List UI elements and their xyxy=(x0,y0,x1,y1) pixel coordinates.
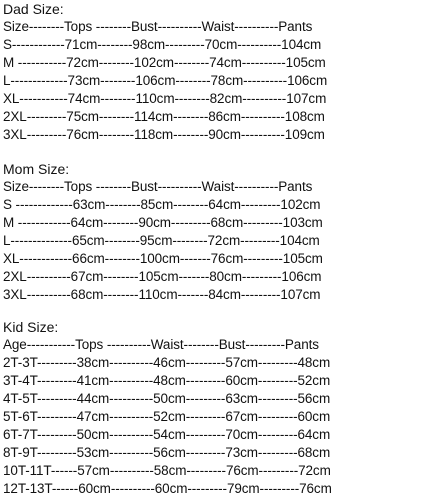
dad-size-row: 3XL---------76cm--------118cm--------90cm----------109cm xyxy=(3,127,325,142)
kid-size-row: 4T-5T---------44cm----------50cm---------63cm---------56cm xyxy=(3,391,331,406)
kid-size-row: 2T-3T---------38cm----------46cm---------57cm---------48cm xyxy=(3,355,331,370)
mom-size-row: S -------------63cm--------85cm--------64cm---------102cm xyxy=(3,197,321,212)
dad-size-row: L-------------73cm--------106cm--------78cm----------106cm xyxy=(3,73,328,88)
mom-size-row: L--------------65cm--------95cm--------72cm---------104cm xyxy=(3,233,320,248)
kid-size-row: 12T-13T------60cm----------60cm---------79cm---------76cm xyxy=(3,481,332,496)
dad-size-row: M -----------72cm--------102cm--------74cm----------105cm xyxy=(3,55,326,70)
kid-size-row: 5T-6T---------47cm----------52cm---------67cm---------60cm xyxy=(3,409,331,424)
mom-size-row: M ------------64cm--------90cm---------68cm---------103cm xyxy=(3,215,323,230)
dad-size-header-row: Size--------Tops --------Bust----------Waist----------Pants xyxy=(3,19,313,34)
dad-size-title: Dad Size: xyxy=(3,1,64,17)
kid-size-row: 3T-4T---------41cm----------48cm---------60cm---------52cm xyxy=(3,373,331,388)
dad-size-row: XL-----------74cm--------110cm--------82cm----------107cm xyxy=(3,91,327,106)
mom-size-title: Mom Size: xyxy=(3,161,70,177)
mom-size-header-row: Size--------Tops --------Bust----------Waist----------Pants xyxy=(3,179,313,194)
kid-size-row: 8T-9T---------53cm----------56cm---------73cm---------68cm xyxy=(3,445,331,460)
dad-size-row: S------------71cm--------98cm---------70cm----------104cm xyxy=(3,37,322,52)
mom-size-row: XL------------66cm--------100cm-------76cm---------105cm xyxy=(3,251,323,266)
dad-size-section xyxy=(3,0,433,144)
mom-size-row: 2XL----------67cm--------105cm-------80cm---------106cm xyxy=(3,269,322,284)
mom-size-row: 3XL----------68cm--------110cm-------84cm---------107cm xyxy=(3,287,321,302)
kid-size-header-row: Age-----------Tops ----------Waist--------Bust---------Pants xyxy=(3,337,319,352)
kid-size-section xyxy=(3,318,433,498)
dad-size-row: 2XL---------75cm--------114cm--------86cm----------108cm xyxy=(3,109,325,124)
mom-size-section xyxy=(3,160,433,304)
kid-size-title: Kid Size: xyxy=(3,319,59,335)
kid-size-row: 6T-7T---------50cm----------54cm---------70cm---------64cm xyxy=(3,427,331,442)
kid-size-row: 10T-11T------57cm----------58cm---------76cm---------72cm xyxy=(3,463,331,478)
